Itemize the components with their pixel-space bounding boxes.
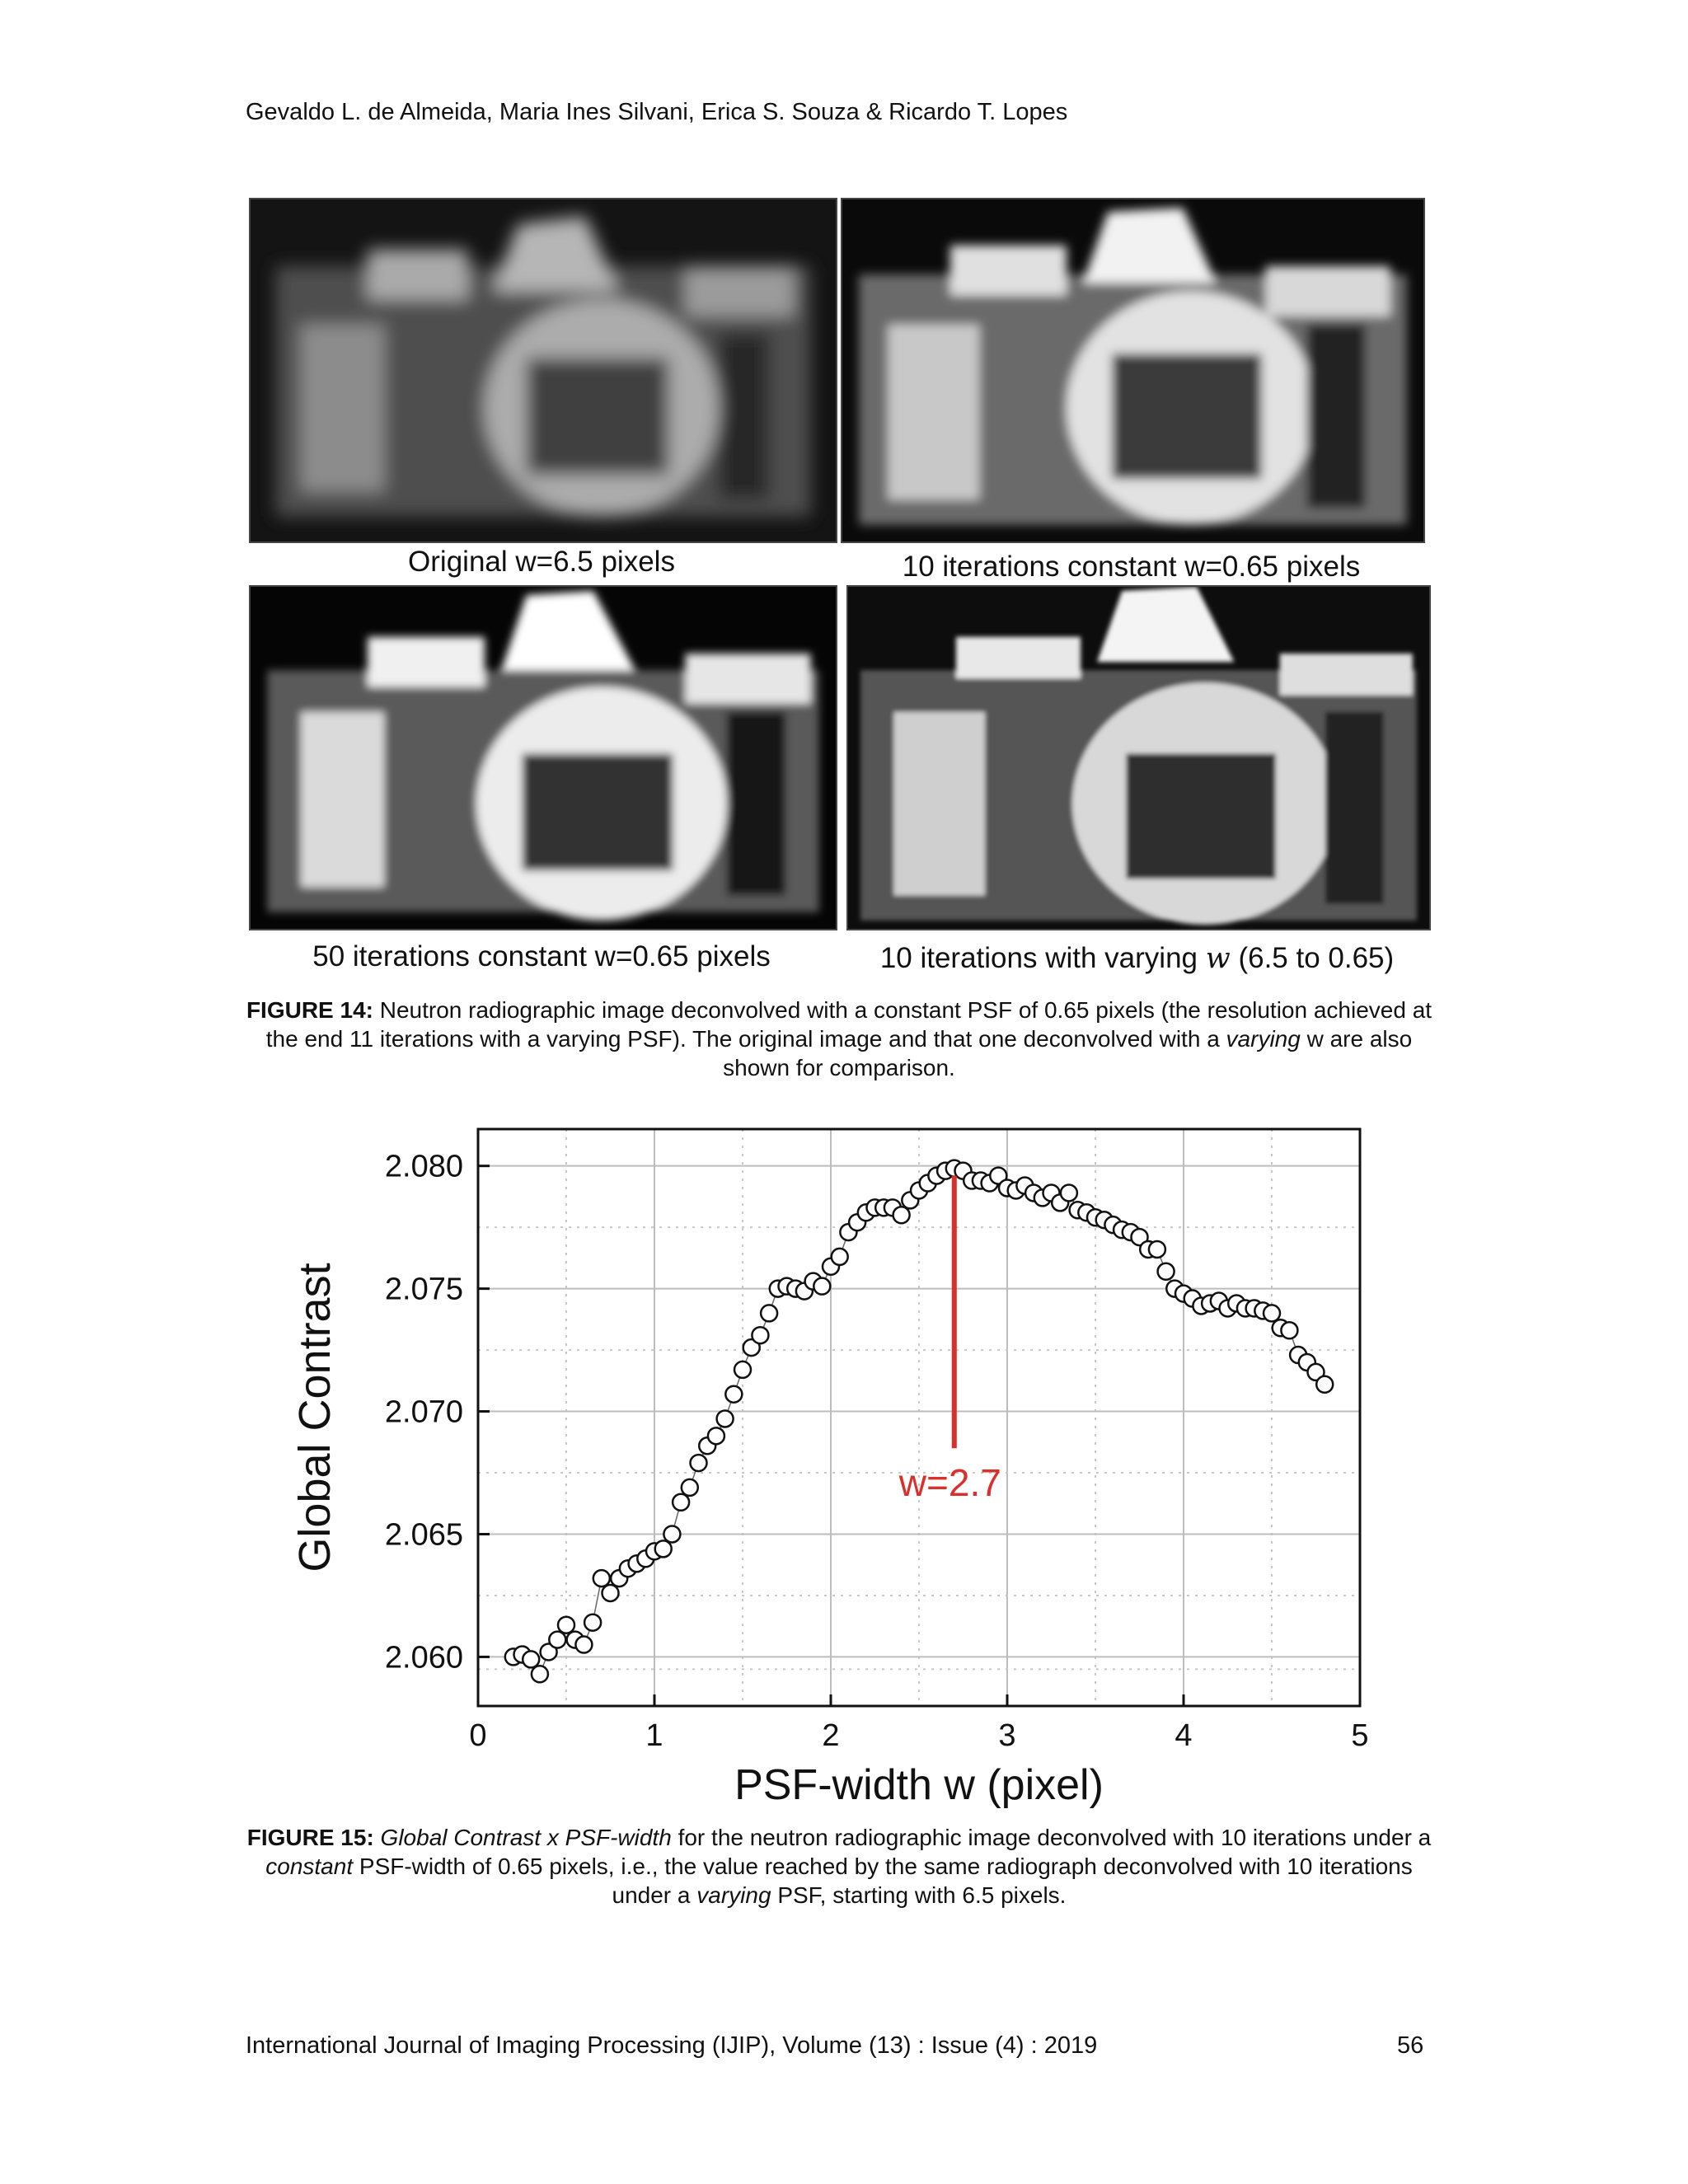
data-point: [532, 1666, 548, 1682]
data-point: [1316, 1376, 1333, 1393]
data-point: [832, 1249, 848, 1265]
radiograph-10-iterations-constant: [841, 198, 1425, 543]
y-tick-label: 2.075: [384, 1272, 463, 1307]
figure-15-caption: [246, 1823, 1432, 1910]
data-point: [691, 1455, 707, 1471]
data-point: [734, 1361, 751, 1378]
data-point: [682, 1479, 698, 1496]
x-tick-label: 2: [822, 1718, 840, 1753]
data-point: [717, 1410, 734, 1427]
global-contrast-chart: [288, 1104, 1426, 1813]
y-tick-label: 2.065: [384, 1517, 463, 1553]
camera-radiograph-image: [842, 199, 1423, 541]
data-point: [549, 1632, 565, 1648]
radiograph-original: [249, 198, 837, 543]
data-point: [663, 1526, 680, 1542]
data-point: [725, 1386, 742, 1403]
data-point: [523, 1651, 539, 1667]
panel-label-prefix: 10 iterations with varying: [879, 942, 1198, 974]
x-tick-label: 5: [1351, 1718, 1369, 1753]
data-point: [893, 1207, 910, 1223]
caption-text: PSF, starting with 6.5 pixels.: [777, 1882, 1067, 1908]
camera-radiograph-image: [848, 587, 1429, 929]
radiograph-50-iterations-constant: [249, 585, 837, 930]
x-tick-label: 3: [998, 1718, 1016, 1753]
caption-emphasis: constant: [265, 1854, 354, 1879]
data-point: [655, 1540, 672, 1557]
data-point: [1158, 1263, 1175, 1280]
series-line: [513, 1169, 1325, 1675]
data-point: [1061, 1184, 1077, 1201]
y-tick-label: 2.070: [384, 1394, 463, 1430]
data-point: [752, 1327, 768, 1343]
figure-14-caption: [246, 996, 1432, 1082]
chart-svg: [288, 1104, 1426, 1813]
caption-text: w are also shown for comparison.: [723, 1026, 1413, 1080]
radiograph-10-iterations-varying: [846, 585, 1431, 930]
data-point: [708, 1427, 724, 1444]
y-tick-label: 2.080: [384, 1149, 463, 1184]
data-point: [1281, 1322, 1297, 1338]
camera-radiograph-image: [251, 199, 836, 541]
data-point: [814, 1278, 830, 1295]
data-point: [1264, 1305, 1280, 1321]
data-point: [575, 1637, 592, 1653]
panel-label-10-varying: [846, 942, 1428, 975]
y-tick-label: 2.060: [384, 1640, 463, 1675]
data-point: [593, 1570, 610, 1586]
x-tick-label: 1: [645, 1718, 663, 1753]
data-point: [1149, 1241, 1165, 1258]
panel-label-original: Original w=6.5 pixels: [408, 546, 675, 578]
x-tick-label: 0: [469, 1718, 487, 1753]
caption-label: FIGURE 14:: [246, 997, 373, 1023]
data-point: [584, 1615, 601, 1631]
data-point: [558, 1617, 574, 1633]
caption-emphasis: Global Contrast x PSF-width: [380, 1825, 672, 1850]
x-axis-label: PSF-width w (pixel): [734, 1761, 1104, 1809]
caption-text: PSF-width of 0.65 pixels, i.e., the value reached by the same radiograph deconvolved with 10 iterations under a: [359, 1854, 1413, 1908]
camera-radiograph-image: [251, 587, 836, 929]
data-point: [673, 1494, 689, 1511]
panel-label-50-constant: 50 iterations constant w=0.65 pixels: [312, 940, 771, 972]
page-number: 56: [1397, 2032, 1424, 2059]
caption-label: FIGURE 15:: [246, 1825, 374, 1850]
running-header: Gevaldo L. de Almeida, Maria Ines Silvani, Erica S. Souza & Ricardo T. Lopes: [246, 99, 1068, 125]
annotation-label: w=2.7: [898, 1461, 1001, 1505]
caption-text: for the neutron radiographic image deconvolved with 10 iterations under a: [678, 1825, 1432, 1850]
y-axis-label: Global Contrast: [290, 1263, 340, 1572]
panel-label-10-constant: 10 iterations constant w=0.65 pixels: [902, 551, 1361, 583]
data-point: [761, 1305, 777, 1321]
panel-label-symbol: w: [1205, 942, 1231, 975]
footer-journal: International Journal of Imaging Processing (IJIP), Volume (13) : Issue (4) : 2019: [246, 2032, 1098, 2059]
panel-label-suffix: (6.5 to 0.65): [1238, 942, 1395, 974]
caption-emphasis: varying: [1226, 1026, 1301, 1052]
caption-emphasis: varying: [696, 1882, 771, 1908]
caption-text: Neutron radiographic image deconvolved with a constant PSF of 0.65 pixels (the resolution achieved at the end 11 iterations with a varying PSF). The original image and that one deconvolved with a: [265, 997, 1432, 1052]
data-point: [603, 1585, 619, 1601]
x-tick-label: 4: [1175, 1718, 1193, 1753]
